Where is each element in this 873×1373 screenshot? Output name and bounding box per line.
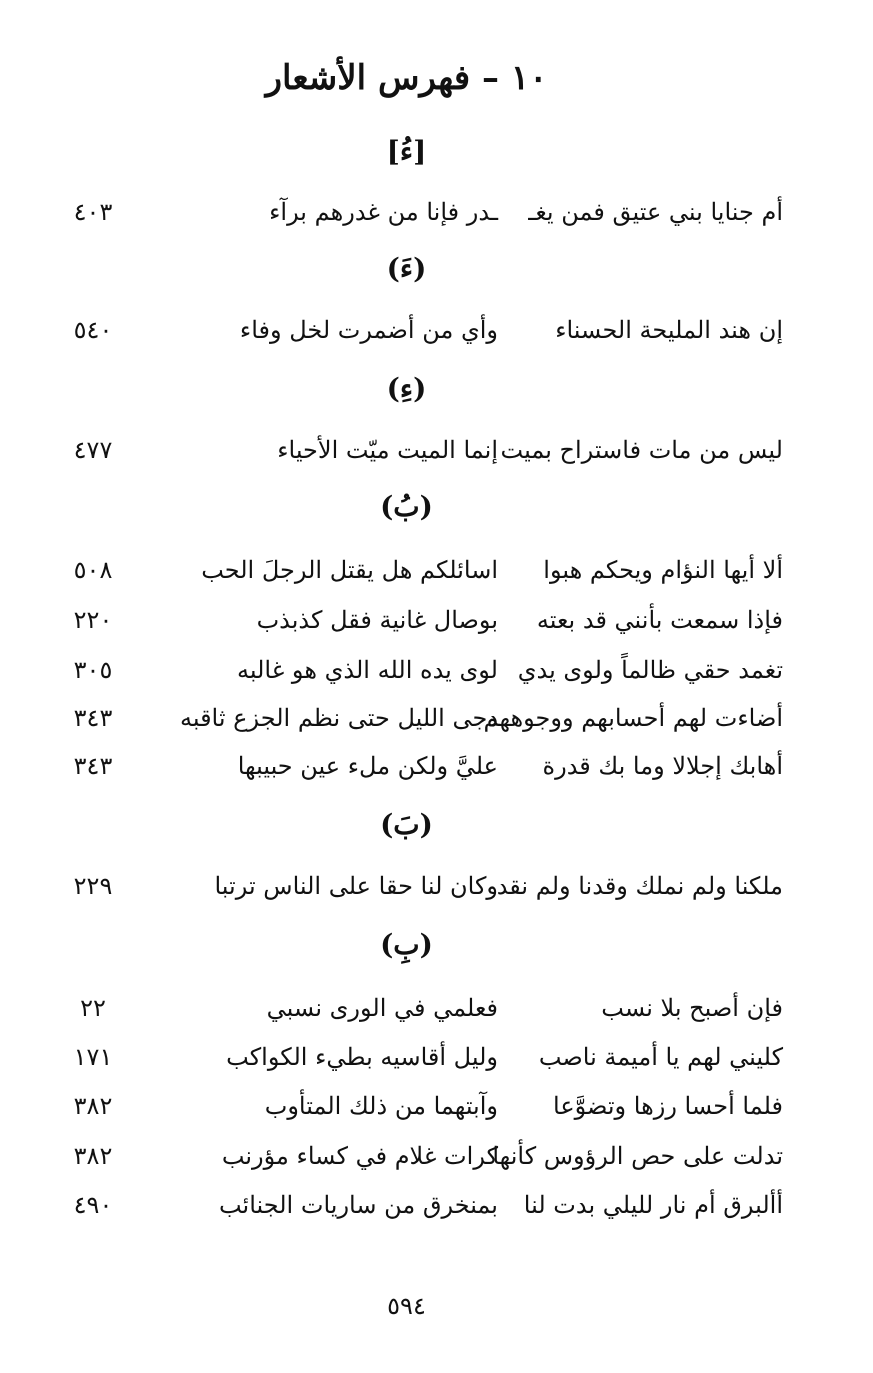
verse-second-hemistich: فعلمي في الورى نسبي (266, 994, 498, 1022)
verse-second-hemistich: إنما الميت ميّت الأحياء (277, 436, 498, 464)
verse-page-ref: ٣٨٢ (73, 1142, 113, 1170)
verse-first-hemistich: كليني لهم يا أميمة ناصب (538, 1043, 783, 1071)
section-heading-ba-damma: (بُ) (380, 490, 433, 523)
verse-row (0, 746, 873, 786)
verse-first-hemistich: تدلت على حص الرؤوس كأنها (492, 1142, 783, 1170)
verse-first-hemistich: أألبرق أم نار لليلي بدت لنا (523, 1191, 783, 1219)
verse-page-ref: ٥٠٨ (73, 556, 113, 584)
verse-row (0, 866, 873, 906)
verse-second-hemistich: كرات غلام في كساء مؤرنب (221, 1142, 498, 1170)
verse-row (0, 192, 873, 232)
verse-second-hemistich: بوصال غانية فقل كذبذب (256, 606, 498, 634)
verse-page-ref: ٢٢ (80, 994, 106, 1022)
verse-second-hemistich: وأي من أضمرت لخل وفاء (239, 316, 498, 344)
verse-second-hemistich: اسائلكم هل يقتل الرجلَ الحب (201, 556, 498, 584)
section-heading-hamza-damma: [ءُ] (386, 135, 427, 168)
verse-row (0, 988, 873, 1028)
verse-first-hemistich: فلما أحسا رزها وتضوَّعا (553, 1092, 783, 1120)
verse-row (0, 1037, 873, 1077)
verse-second-hemistich: عليَّ ولكن ملء عين حبيبها (237, 752, 498, 780)
page-number: ٥٩٤ (387, 1292, 426, 1320)
verse-row (0, 550, 873, 590)
verse-page-ref: ٥٤٠ (73, 316, 113, 344)
verse-second-hemistich: وكان لنا حقا على الناس ترتبا (214, 872, 498, 900)
verse-second-hemistich: ـدر فإنا من غدرهم برآء (269, 198, 498, 226)
verse-row (0, 698, 873, 738)
verse-first-hemistich: أهابك إجلالا وما بك قدرة (542, 752, 783, 780)
verse-first-hemistich: ليس من مات فاستراح بميت (500, 436, 783, 464)
verse-page-ref: ٣٤٣ (73, 752, 113, 780)
page-title: ١٠ – فهرس الأشعار (265, 58, 548, 98)
verse-row (0, 1136, 873, 1176)
verse-first-hemistich: فإن أصبح بلا نسب (601, 994, 783, 1022)
verse-page-ref: ٤٩٠ (73, 1191, 113, 1219)
verse-first-hemistich: ملكنا ولم نملك وقدنا ولم نقد (496, 872, 783, 900)
verse-page-ref: ٣٠٥ (73, 656, 113, 684)
verse-page-ref: ١٧١ (73, 1043, 113, 1071)
verse-row (0, 1185, 873, 1225)
verse-page-ref: ٢٢٩ (73, 872, 113, 900)
verse-row (0, 650, 873, 690)
verse-row (0, 310, 873, 350)
verse-row (0, 1086, 873, 1126)
verse-page-ref: ٣٨٢ (73, 1092, 113, 1120)
verse-second-hemistich: بمنخرق من ساريات الجنائب (218, 1191, 498, 1219)
verse-first-hemistich: أضاءت لهم أحسابهم ووجوههم (483, 704, 783, 732)
section-heading-ba-fatha: (بَ) (380, 808, 433, 841)
verse-second-hemistich: وآبتهما من ذلك المتأوب (264, 1092, 498, 1120)
verse-row (0, 600, 873, 640)
verse-first-hemistich: إن هند المليحة الحسناء (555, 316, 783, 344)
verse-page-ref: ٣٤٣ (73, 704, 113, 732)
verse-second-hemistich: لوى يده الله الذي هو غالبه (237, 656, 498, 684)
verse-row (0, 430, 873, 470)
verse-first-hemistich: ألا أيها النؤام ويحكم هبوا (543, 556, 783, 584)
verse-first-hemistich: أم جنايا بني عتيق فمن يغـ (528, 198, 783, 226)
verse-page-ref: ٤٠٣ (73, 198, 113, 226)
verse-second-hemistich: وليل أقاسيه بطيء الكواكب (226, 1043, 498, 1071)
verse-first-hemistich: تغمد حقي ظالماً ولوى يدي (517, 656, 783, 684)
verse-first-hemistich: فإذا سمعت بأنني قد بعته (536, 606, 783, 634)
verse-page-ref: ٤٧٧ (73, 436, 113, 464)
verse-page-ref: ٢٢٠ (73, 606, 113, 634)
verse-second-hemistich: دجى الليل حتى نظم الجزع ثاقبه (179, 704, 498, 732)
section-heading-ba-kasra: (بِ) (380, 928, 433, 961)
section-heading-hamza-kasra: (ءِ) (386, 372, 427, 405)
section-heading-hamza-fatha: (ءَ) (386, 252, 427, 285)
